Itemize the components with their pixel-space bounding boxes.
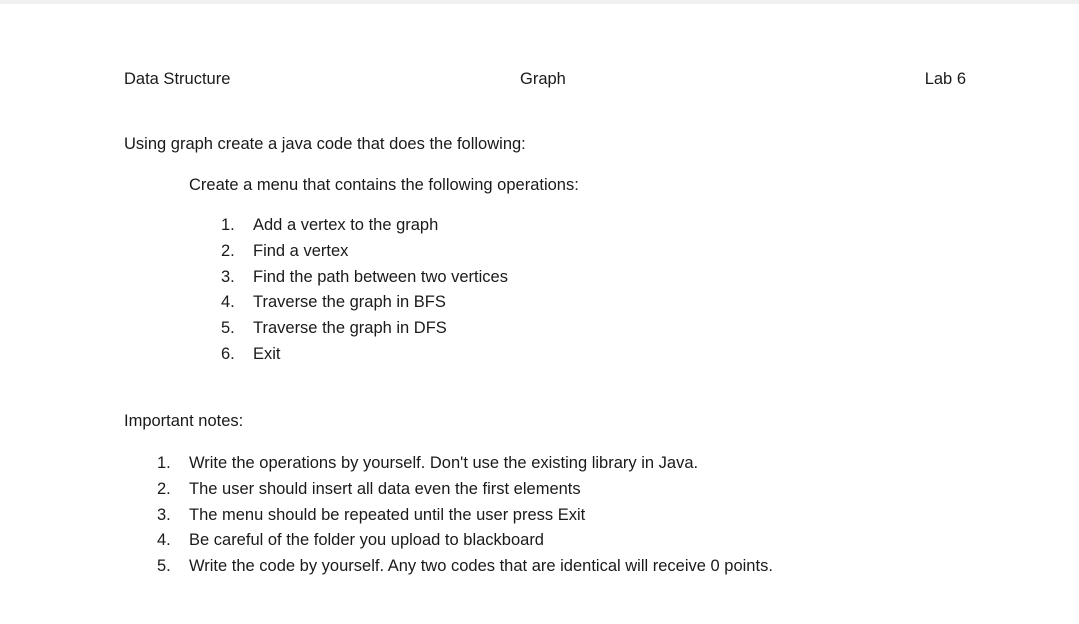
list-text: Add a vertex to the graph [253,216,439,234]
list-item [221,291,508,317]
notes-list [157,452,773,581]
list-item [157,529,773,555]
list-text: Traverse the graph in DFS [253,319,447,338]
menu-instruction: Create a menu that contains the following operations: [189,176,579,194]
list-number: 3. [157,505,171,524]
list-item [157,478,773,504]
list-number: 5. [157,557,171,576]
list-text: Find a vertex [253,241,349,260]
list-text: Write the code by yourself. Any two codes that are identical will receive 0 points. [189,557,773,576]
list-item [157,555,773,581]
list-item [221,214,508,240]
list-text: Find the path between two vertices [253,267,508,286]
list-number: 2. [221,241,235,260]
header-lab-number: Lab 6 [924,70,966,88]
list-item [221,240,508,266]
document-header [124,70,966,92]
list-text: Traverse the graph in BFS [253,293,446,312]
list-number: 6. [221,344,235,363]
list-item [157,452,773,478]
notes-heading: Important notes: [124,412,244,430]
intro-text: Using graph create a java code that does the following: [124,135,526,153]
list-number: 4. [157,531,171,550]
list-number: 1. [157,454,171,472]
list-number: 5. [221,319,235,338]
list-text: Be careful of the folder you upload to blackboard [189,531,544,550]
header-course: Data Structure [124,70,231,88]
list-item [221,317,508,343]
list-item [221,343,508,369]
list-text: Exit [253,344,281,363]
list-text: The user should insert all data even the first elements [189,479,581,498]
list-number: 4. [221,293,235,312]
list-item [157,504,773,530]
list-number: 2. [157,479,171,498]
list-text: Write the operations by yourself. Don't use the existing library in Java. [189,454,699,472]
list-number: 3. [221,267,235,286]
top-border [0,0,1079,4]
list-item [221,266,508,292]
header-topic: Graph [520,70,566,88]
operations-list [221,214,508,369]
list-number: 1. [221,216,235,234]
list-text: The menu should be repeated until the user press Exit [189,505,586,524]
